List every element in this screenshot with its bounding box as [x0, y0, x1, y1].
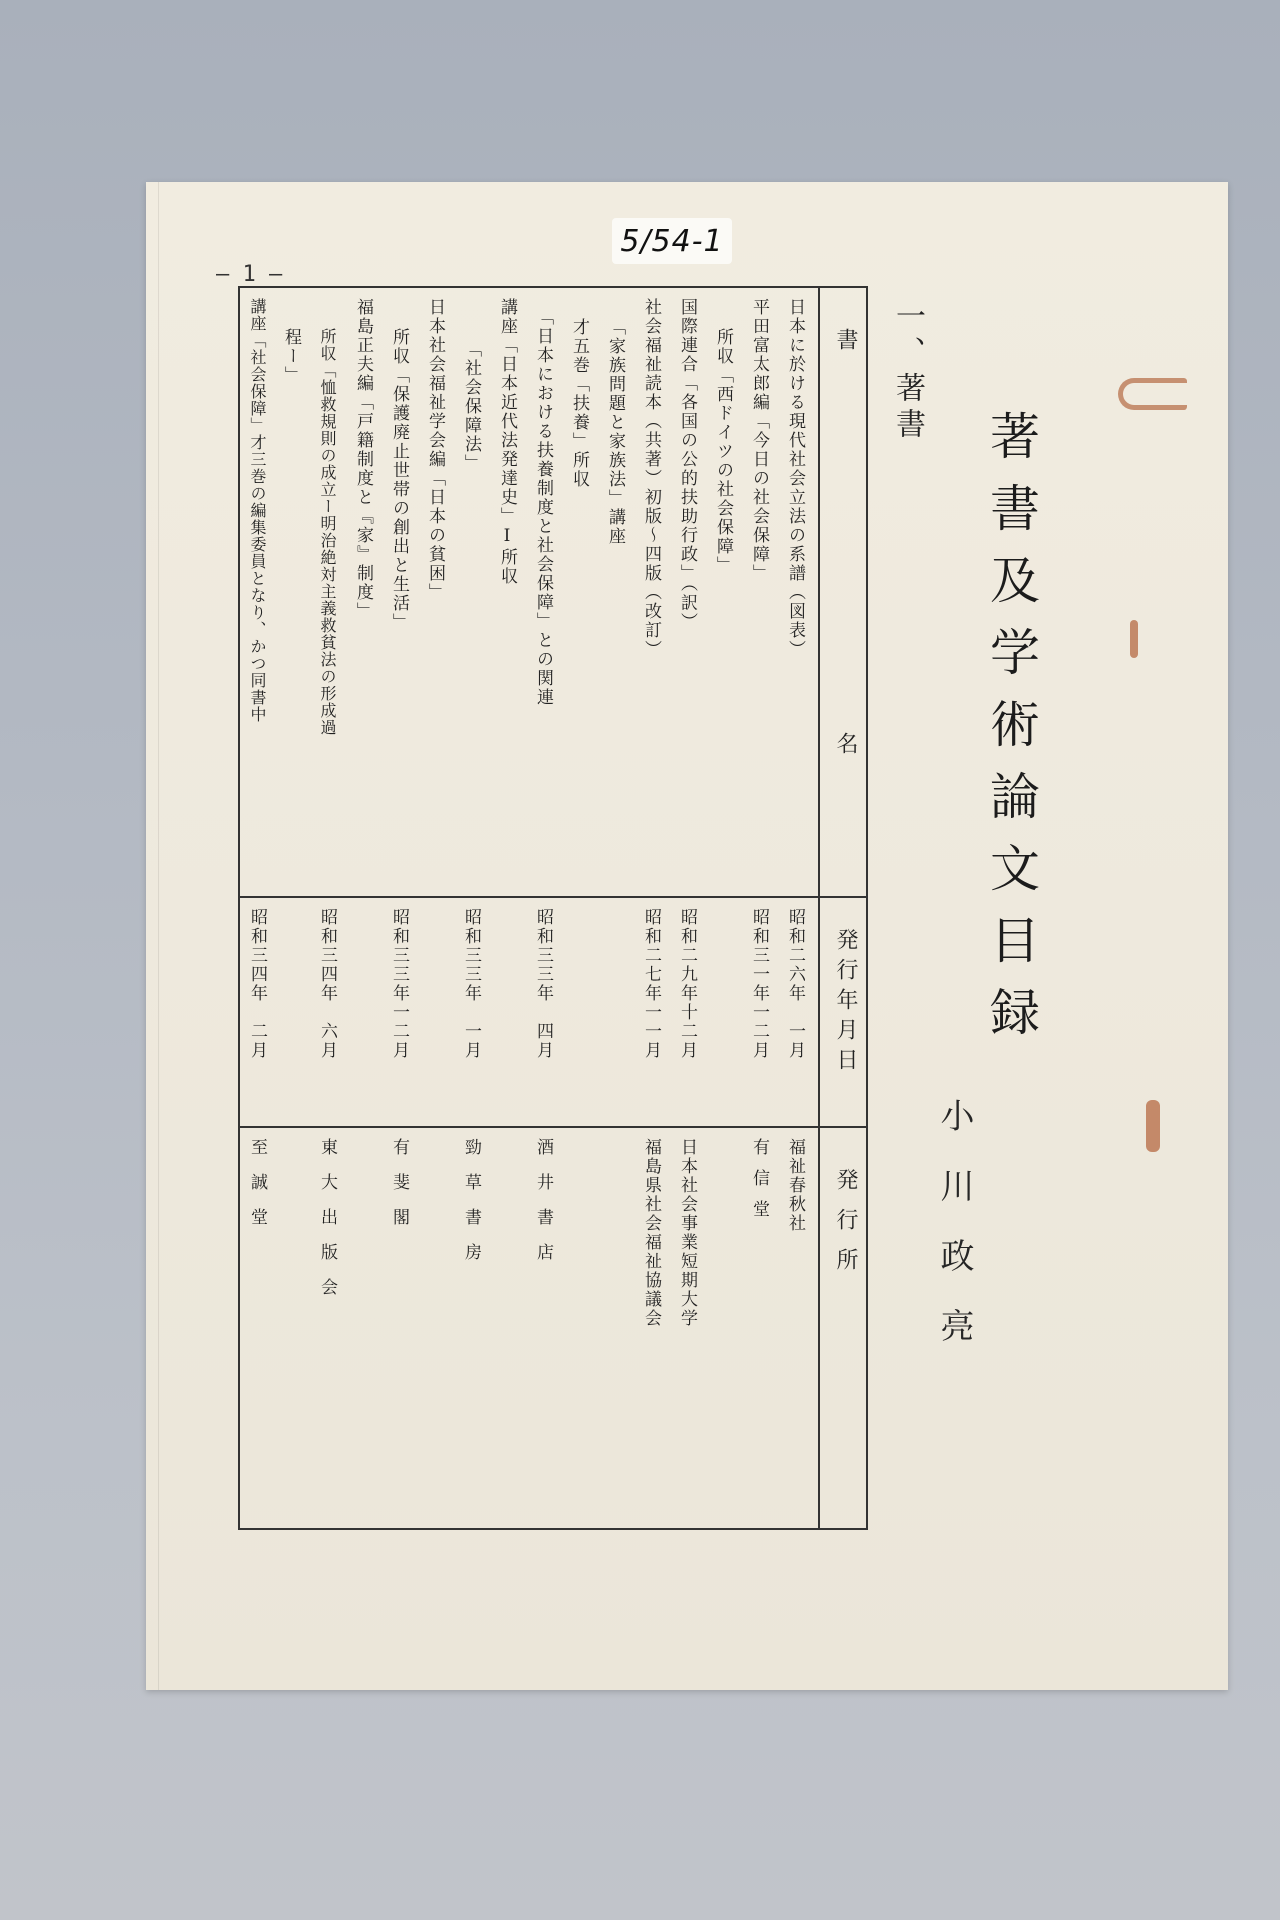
title-entry-line: 日本に於ける現代社会立法の系譜（図表）	[785, 298, 805, 659]
publisher-name: 有斐閣	[389, 1138, 409, 1243]
publisher-name: 至誠堂	[247, 1138, 267, 1243]
section-heading: 一、著書	[890, 300, 925, 444]
publication-date: 昭和三四年 二月	[247, 908, 267, 1060]
publisher-name: 酒井書店	[533, 1138, 553, 1278]
title-entry-line: 福島正夫編「戸籍制度と『家』制度」	[353, 298, 373, 621]
catalog-number-label: 5/54-1	[612, 218, 732, 264]
title-entry-line: 所収「西ドイツの社会保障」	[713, 328, 733, 575]
publisher-name: 福島県社会福祉協議会	[641, 1138, 661, 1328]
title-entry-line: 「家族問題と家族法」講座	[605, 318, 625, 546]
rust-stain	[1118, 378, 1187, 410]
title-entry-line: 講座「日本近代法発達史」Ⅰ所収	[497, 298, 517, 586]
document-title: 著書及学術論文目録	[982, 410, 1040, 1058]
title-entry-line: 「日本における扶養制度と社会保障」との関連	[533, 308, 553, 707]
title-entry-line: 「社会保障法」	[461, 340, 481, 473]
publisher-name: 福祉春秋社	[785, 1138, 805, 1233]
row-rule	[240, 896, 866, 898]
header-column-rule	[818, 288, 820, 1528]
publisher-name: 勁草書房	[461, 1138, 481, 1278]
title-entry-line: 程ー」	[281, 328, 301, 385]
title-entry-line: 講座「社会保障」才三巻の編集委員となり、かつ同書中	[248, 298, 267, 723]
rust-spot	[1130, 620, 1138, 658]
publication-date: 昭和三一年一二月	[749, 908, 769, 1060]
header-title-suffix-label: 名	[833, 732, 858, 754]
rust-spot	[1146, 1100, 1160, 1152]
publication-date: 昭和二九年十二月	[677, 908, 697, 1060]
author-name: 小川政亮	[934, 1098, 974, 1378]
title-entry-line: 所収「保護廃止世帯の創出と生活」	[389, 328, 409, 632]
header-title-label: 書	[833, 328, 858, 350]
publication-date: 昭和三四年 六月	[317, 908, 337, 1060]
title-entry-line: 才五巻「扶養」所収	[569, 318, 589, 489]
header-date-label: 発行年月日	[833, 928, 858, 1078]
publisher-name: 東大出版会	[317, 1138, 337, 1313]
publication-date: 昭和三三年一二月	[389, 908, 409, 1060]
page-number: — 1 —	[216, 262, 283, 287]
publisher-name: 有信堂	[749, 1138, 769, 1231]
header-publisher-label: 発行所	[833, 1168, 858, 1288]
publication-date: 昭和三三年 一月	[461, 908, 481, 1060]
paper-edge-shadow	[158, 182, 159, 1690]
title-entry-line: 国際連合「各国の公的扶助行政」（訳）	[677, 298, 697, 632]
publication-date: 昭和三三年 四月	[533, 908, 553, 1060]
publication-date: 昭和二七年一一月	[641, 908, 661, 1060]
title-entry-line: 平田富太郎編「今日の社会保障」	[749, 298, 769, 583]
title-entry-line: 所収「恤救規則の成立ー明治絶対主義救貧法の形成過	[318, 328, 337, 736]
publisher-name: 日本社会事業短期大学	[677, 1138, 697, 1328]
title-entry-line: 社会福祉読本（共著）初版～四版（改訂）	[641, 298, 661, 659]
title-entry-line: 日本社会福祉学会編「日本の貧困」	[425, 298, 445, 602]
publication-date: 昭和二六年 一月	[785, 908, 805, 1060]
row-rule	[240, 1126, 866, 1128]
bibliography-table	[238, 286, 868, 1530]
